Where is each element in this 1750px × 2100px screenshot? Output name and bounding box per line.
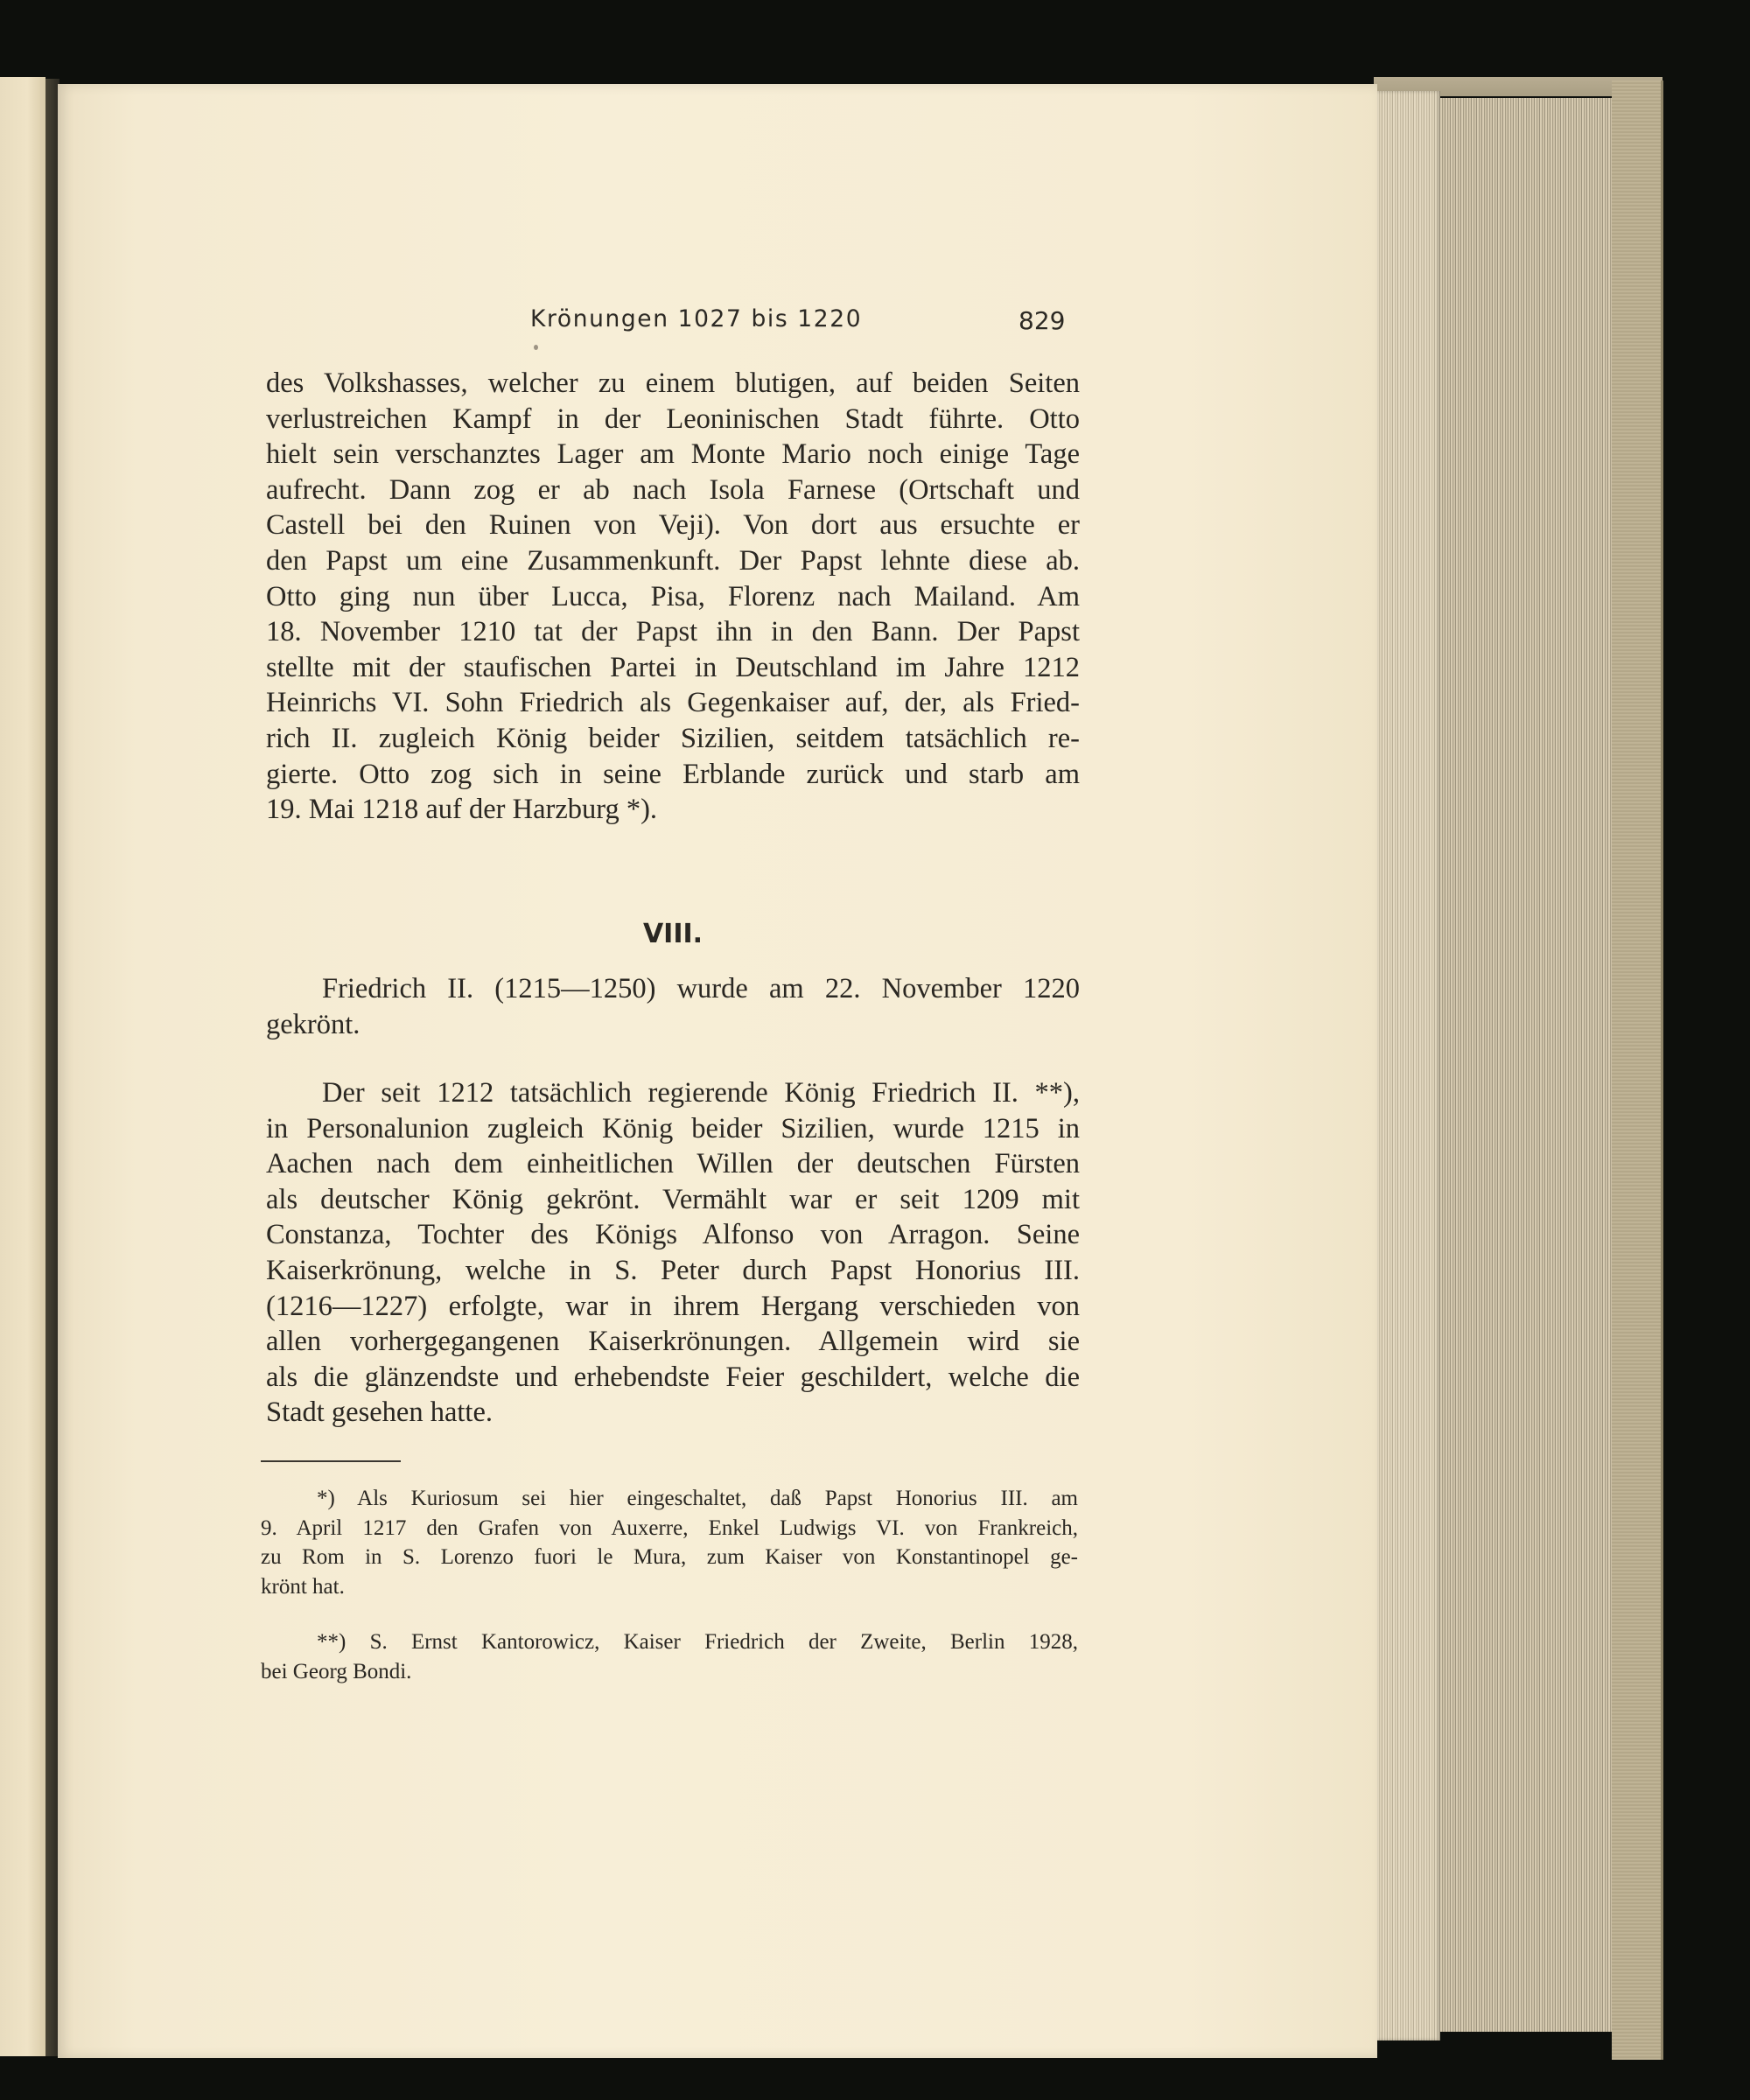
text-line: als die glänzendste und erhebendste Feier geschildert, welche die	[266, 1361, 1080, 1393]
text-line: Friedrich II. (1215—1250) wurde am 22. November 1220	[322, 973, 1080, 1004]
text-line: allen vorhergegangenen Kaiserkrönungen. Allgemein wird sie	[266, 1326, 1080, 1358]
page-block-edges	[1440, 98, 1612, 2032]
text-line: gierte. Otto zog sich in seine Erblande zurück und starb am	[266, 758, 1080, 790]
text-line: aufrecht. Dann zog er ab nach Isola Farnese (Ortschaft und	[266, 473, 1080, 506]
text-line: des Volkshasses, welcher zu einem blutigen, auf beiden Seiten	[266, 368, 1080, 399]
text-line: verlustreichen Kampf in der Leoninischen Stadt führte. Otto	[266, 402, 1080, 435]
section-heading: VIII.	[642, 919, 704, 949]
paragraph-continuation	[266, 366, 1080, 828]
footnote-line: 9. April 1217 den Grafen von Auxerre, Enkel Ludwigs VI. von Frankreich,	[261, 1516, 1078, 1540]
footnote-divider	[261, 1460, 401, 1462]
text-line: hielt sein verschanztes Lager am Monte Mario noch einige Tage	[266, 438, 1080, 471]
text-line: gekrönt.	[266, 1008, 360, 1040]
facing-page-edge	[0, 77, 46, 2056]
text-line: Stadt gesehen hatte.	[266, 1396, 494, 1429]
footnote-line: krönt hat.	[261, 1574, 345, 1599]
text-line: 18. November 1210 tat der Papst ihn in den Bann. Der Papst	[266, 616, 1080, 648]
text-line: in Personalunion zugleich König beider Sizilien, wurde 1215 in	[266, 1112, 1080, 1144]
text-line: als deutscher König gekrönt. Vermählt war er seit 1209 mit	[266, 1183, 1080, 1215]
section-paragraph	[266, 1075, 1080, 1431]
text-line: Heinrichs VI. Sohn Friedrich als Gegenkaiser auf, der, als Fried-	[266, 687, 1080, 719]
section-summary	[266, 971, 1080, 1042]
text-line: (1216—1227) erfolgte, war in ihrem Hergang verschieden von	[266, 1290, 1080, 1322]
page-number: 829	[1018, 306, 1066, 335]
book-cover-cloth	[1612, 80, 1663, 2060]
footnote-line: bei Georg Bondi.	[261, 1659, 412, 1684]
footnote-line: zu Rom in S. Lorenzo fuori le Mura, zum Kaiser von Konstantinopel ge-	[261, 1545, 1078, 1569]
footnote-2	[261, 1628, 1078, 1686]
text-line: rich II. zugleich König beider Sizilien, seitdem tatsächlich re-	[266, 722, 1080, 754]
text-line: stellte mit der staufischen Partei in Deutschland im Jahre 1212	[266, 651, 1080, 683]
text-line: den Papst um eine Zusammenkunft. Der Papst lehnte diese ab.	[266, 544, 1080, 577]
footnote-line: *) Als Kuriosum sei hier eingeschaltet, daß Papst Honorius III. am	[317, 1487, 1078, 1510]
text-line: Otto ging nun über Lucca, Pisa, Florenz nach Mailand. Am	[266, 580, 1080, 612]
text-line: Aachen nach dem einheitlichen Willen der deutschen Fürsten	[266, 1148, 1080, 1180]
page-stack-edges	[1377, 91, 1440, 2040]
footnote-line: **) S. Ernst Kantorowicz, Kaiser Friedrich der Zweite, Berlin 1928,	[317, 1630, 1078, 1654]
running-head: Krönungen 1027 bis 1220	[530, 305, 863, 332]
text-line: 19. Mai 1218 auf der Harzburg *).	[266, 794, 658, 826]
ink-speck	[534, 345, 538, 350]
text-line: Kaiserkrönung, welche in S. Peter durch Papst Honorius III.	[266, 1254, 1080, 1286]
text-line: Constanza, Tochter des Königs Alfonso von Arragon. Seine	[266, 1219, 1080, 1251]
text-line: Castell bei den Ruinen von Veji). Von dort aus ersuchte er	[266, 509, 1080, 542]
text-line: Der seit 1212 tatsächlich regierende König Friedrich II. **),	[322, 1077, 1080, 1109]
footnote-1	[261, 1484, 1078, 1601]
